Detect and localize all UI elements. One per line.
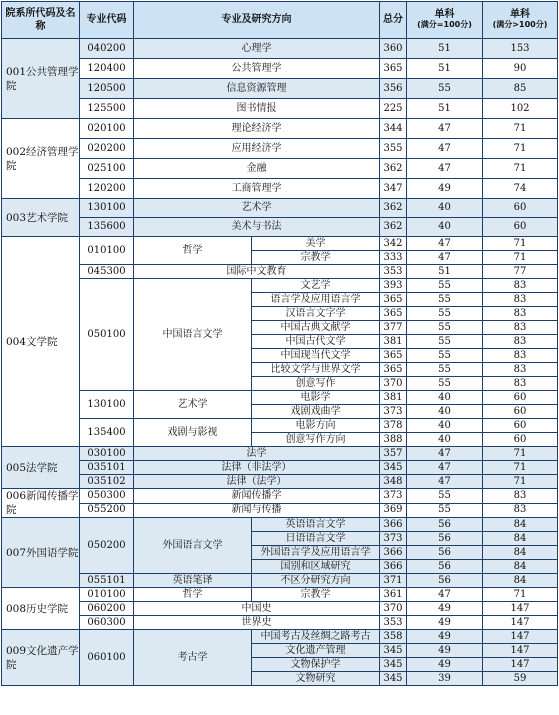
major-cell: 应用经济学 bbox=[134, 139, 380, 159]
major-cell: 哲学 bbox=[134, 237, 252, 265]
code-cell: 010100 bbox=[80, 237, 134, 265]
s2-cell: 60 bbox=[483, 419, 558, 433]
s2-cell: 84 bbox=[483, 518, 558, 532]
total-cell: 366 bbox=[380, 546, 407, 560]
major-cell: 哲学 bbox=[134, 588, 252, 602]
direction-cell: 外国语言学及应用语言学 bbox=[252, 546, 380, 560]
direction-cell: 电影方向 bbox=[252, 419, 380, 433]
s2-cell: 83 bbox=[483, 377, 558, 391]
code-cell: 050200 bbox=[80, 518, 134, 574]
direction-cell: 美学 bbox=[252, 237, 380, 251]
s2-cell: 84 bbox=[483, 560, 558, 574]
s1-cell: 56 bbox=[407, 532, 483, 546]
s2-cell: 83 bbox=[483, 489, 558, 504]
total-cell: 348 bbox=[380, 475, 407, 489]
major-cell: 考古学 bbox=[134, 630, 252, 686]
code-cell: 020100 bbox=[80, 119, 134, 139]
total-cell: 388 bbox=[380, 433, 407, 447]
code-cell: 040200 bbox=[80, 39, 134, 59]
dept-cell: 007外国语学院 bbox=[2, 518, 80, 588]
total-cell: 345 bbox=[380, 644, 407, 658]
direction-cell: 文艺学 bbox=[252, 279, 380, 293]
total-cell: 360 bbox=[380, 39, 407, 59]
s1-cell: 55 bbox=[407, 377, 483, 391]
direction-cell: 电影学 bbox=[252, 391, 380, 405]
code-cell: 050100 bbox=[80, 279, 134, 391]
code-cell: 120400 bbox=[80, 59, 134, 79]
code-cell: 120500 bbox=[80, 79, 134, 99]
s2-cell: 71 bbox=[483, 139, 558, 159]
total-cell: 353 bbox=[380, 265, 407, 279]
direction-cell: 语言学及应用语言学 bbox=[252, 293, 380, 307]
dept-cell: 004文学院 bbox=[2, 237, 80, 447]
s2-cell: 60 bbox=[483, 218, 558, 237]
s1-cell: 49 bbox=[407, 630, 483, 644]
s1-cell: 49 bbox=[407, 658, 483, 672]
dept-cell: 006新闻传播学院 bbox=[2, 489, 80, 518]
code-cell: 135600 bbox=[80, 218, 134, 237]
total-cell: 355 bbox=[380, 139, 407, 159]
table-row bbox=[2, 518, 558, 532]
code-cell: 060200 bbox=[80, 602, 134, 616]
total-cell: 381 bbox=[380, 391, 407, 405]
major-cell: 心理学 bbox=[134, 39, 380, 59]
dept-cell: 002经济管理学院 bbox=[2, 119, 80, 199]
total-cell: 353 bbox=[380, 616, 407, 630]
total-cell: 378 bbox=[380, 419, 407, 433]
total-cell: 366 bbox=[380, 560, 407, 574]
s1-cell: 47 bbox=[407, 588, 483, 602]
direction-cell: 文物研究 bbox=[252, 672, 380, 686]
s1-cell: 55 bbox=[407, 307, 483, 321]
s2-cell: 85 bbox=[483, 79, 558, 99]
s1-cell: 51 bbox=[407, 265, 483, 279]
major-cell: 信息资源管理 bbox=[134, 79, 380, 99]
s2-cell: 147 bbox=[483, 602, 558, 616]
table-row bbox=[2, 630, 558, 644]
direction-cell: 国别和区域研究 bbox=[252, 560, 380, 574]
s1-cell: 47 bbox=[407, 139, 483, 159]
major-cell: 法律（法学） bbox=[134, 475, 380, 489]
header-major: 专业及研究方向 bbox=[134, 2, 380, 39]
total-cell: 225 bbox=[380, 99, 407, 119]
s1-cell: 40 bbox=[407, 433, 483, 447]
s1-cell: 56 bbox=[407, 546, 483, 560]
total-cell: 373 bbox=[380, 405, 407, 419]
code-cell: 060100 bbox=[80, 630, 134, 686]
major-cell: 法律（非法学） bbox=[134, 461, 380, 475]
table-row bbox=[2, 119, 558, 139]
s1-cell: 51 bbox=[407, 39, 483, 59]
code-cell: 130100 bbox=[80, 199, 134, 218]
direction-cell: 宗教学 bbox=[252, 251, 380, 265]
direction-cell: 中国现当代文学 bbox=[252, 349, 380, 363]
s2-cell: 74 bbox=[483, 179, 558, 199]
s2-cell: 153 bbox=[483, 39, 558, 59]
s1-cell: 47 bbox=[407, 159, 483, 179]
total-cell: 365 bbox=[380, 59, 407, 79]
direction-cell: 戏剧戏曲学 bbox=[252, 405, 380, 419]
direction-cell: 文化遗产管理 bbox=[252, 644, 380, 658]
s1-cell: 56 bbox=[407, 518, 483, 532]
direction-cell: 比较文学与世界文学 bbox=[252, 363, 380, 377]
code-cell: 055200 bbox=[80, 503, 134, 518]
total-cell: 356 bbox=[380, 79, 407, 99]
s1-cell: 47 bbox=[407, 461, 483, 475]
major-cell: 公共管理学 bbox=[134, 59, 380, 79]
s1-cell: 55 bbox=[407, 279, 483, 293]
dept-cell: 008历史学院 bbox=[2, 588, 80, 630]
major-cell: 外国语言文学 bbox=[134, 518, 252, 574]
score-table bbox=[1, 1, 558, 686]
code-cell: 125500 bbox=[80, 99, 134, 119]
table-row bbox=[2, 574, 558, 588]
s2-cell: 147 bbox=[483, 616, 558, 630]
s2-cell: 84 bbox=[483, 574, 558, 588]
total-cell: 371 bbox=[380, 574, 407, 588]
dept-cell: 009文化遗产学院 bbox=[2, 630, 80, 686]
header-single-100: 单科 (满分=100分) bbox=[407, 2, 483, 39]
direction-cell: 中国古代文学 bbox=[252, 335, 380, 349]
direction-cell: 创意写作 bbox=[252, 377, 380, 391]
s1-cell: 40 bbox=[407, 391, 483, 405]
major-cell: 理论经济学 bbox=[134, 119, 380, 139]
s2-cell: 90 bbox=[483, 59, 558, 79]
s1-cell: 40 bbox=[407, 405, 483, 419]
s2-cell: 71 bbox=[483, 159, 558, 179]
table-row bbox=[2, 475, 558, 489]
s2-cell: 84 bbox=[483, 532, 558, 546]
table-row bbox=[2, 489, 558, 504]
total-cell: 361 bbox=[380, 588, 407, 602]
table-row bbox=[2, 139, 558, 159]
major-cell: 戏剧与影视 bbox=[134, 419, 252, 447]
header-row bbox=[2, 2, 558, 39]
s1-cell: 39 bbox=[407, 672, 483, 686]
major-cell: 国际中文教育 bbox=[134, 265, 380, 279]
table-row bbox=[2, 237, 558, 251]
s2-cell: 60 bbox=[483, 199, 558, 218]
s1-cell: 55 bbox=[407, 293, 483, 307]
s2-cell: 83 bbox=[483, 279, 558, 293]
table-row bbox=[2, 39, 558, 59]
major-cell: 工商管理学 bbox=[134, 179, 380, 199]
s1-cell: 56 bbox=[407, 560, 483, 574]
direction-cell: 不区分研究方向 bbox=[252, 574, 380, 588]
s1-cell: 40 bbox=[407, 218, 483, 237]
s2-cell: 77 bbox=[483, 265, 558, 279]
total-cell: 373 bbox=[380, 532, 407, 546]
table-row bbox=[2, 602, 558, 616]
s1-cell: 49 bbox=[407, 616, 483, 630]
direction-cell: 中国古典文献学 bbox=[252, 321, 380, 335]
s2-cell: 83 bbox=[483, 349, 558, 363]
table-row bbox=[2, 391, 558, 405]
s1-cell: 55 bbox=[407, 79, 483, 99]
direction-cell: 英语语言文学 bbox=[252, 518, 380, 532]
total-cell: 333 bbox=[380, 251, 407, 265]
major-cell: 新闻与传播 bbox=[134, 503, 380, 518]
total-cell: 357 bbox=[380, 447, 407, 461]
s2-cell: 60 bbox=[483, 391, 558, 405]
s1-cell: 40 bbox=[407, 419, 483, 433]
direction-cell: 汉语言文字学 bbox=[252, 307, 380, 321]
total-cell: 377 bbox=[380, 321, 407, 335]
major-cell: 英语笔译 bbox=[134, 574, 252, 588]
major-cell: 中国史 bbox=[134, 602, 380, 616]
s1-cell: 55 bbox=[407, 321, 483, 335]
s2-cell: 71 bbox=[483, 461, 558, 475]
s1-cell: 47 bbox=[407, 119, 483, 139]
s2-cell: 71 bbox=[483, 588, 558, 602]
dept-cell: 003艺术学院 bbox=[2, 199, 80, 237]
header-single-over-100: 单科 (满分>100分) bbox=[483, 2, 558, 39]
table-row bbox=[2, 179, 558, 199]
major-cell: 新闻传播学 bbox=[134, 489, 380, 504]
table-row bbox=[2, 199, 558, 218]
s2-cell: 83 bbox=[483, 503, 558, 518]
s2-cell: 84 bbox=[483, 546, 558, 560]
major-cell: 美术与书法 bbox=[134, 218, 380, 237]
major-cell: 中国语言文学 bbox=[134, 279, 252, 391]
table-row bbox=[2, 79, 558, 99]
code-cell: 035101 bbox=[80, 461, 134, 475]
s1-cell: 40 bbox=[407, 199, 483, 218]
code-cell: 050300 bbox=[80, 489, 134, 504]
code-cell: 020200 bbox=[80, 139, 134, 159]
table-row bbox=[2, 59, 558, 79]
table-row bbox=[2, 461, 558, 475]
code-cell: 010100 bbox=[80, 588, 134, 602]
direction-cell: 文物保护学 bbox=[252, 658, 380, 672]
total-cell: 365 bbox=[380, 363, 407, 377]
table-row bbox=[2, 99, 558, 119]
s2-cell: 71 bbox=[483, 237, 558, 251]
s1-cell: 47 bbox=[407, 237, 483, 251]
total-cell: 362 bbox=[380, 218, 407, 237]
s2-cell: 60 bbox=[483, 433, 558, 447]
major-cell: 艺术学 bbox=[134, 391, 252, 419]
code-cell: 135400 bbox=[80, 419, 134, 447]
s1-cell: 51 bbox=[407, 59, 483, 79]
s2-cell: 71 bbox=[483, 447, 558, 461]
total-cell: 366 bbox=[380, 518, 407, 532]
direction-cell: 创意写作方向 bbox=[252, 433, 380, 447]
s1-cell: 49 bbox=[407, 179, 483, 199]
total-cell: 370 bbox=[380, 377, 407, 391]
total-cell: 370 bbox=[380, 602, 407, 616]
s2-cell: 71 bbox=[483, 475, 558, 489]
s2-cell: 83 bbox=[483, 335, 558, 349]
s1-cell: 49 bbox=[407, 644, 483, 658]
total-cell: 347 bbox=[380, 179, 407, 199]
s1-cell: 49 bbox=[407, 602, 483, 616]
total-cell: 365 bbox=[380, 349, 407, 363]
code-cell: 060300 bbox=[80, 616, 134, 630]
dept-cell: 005法学院 bbox=[2, 447, 80, 489]
table-row bbox=[2, 503, 558, 518]
total-cell: 381 bbox=[380, 335, 407, 349]
total-cell: 345 bbox=[380, 658, 407, 672]
s1-cell: 47 bbox=[407, 475, 483, 489]
s2-cell: 83 bbox=[483, 363, 558, 377]
major-cell: 金融 bbox=[134, 159, 380, 179]
direction-cell: 中国考古及丝绸之路考古 bbox=[252, 630, 380, 644]
total-cell: 369 bbox=[380, 503, 407, 518]
total-cell: 345 bbox=[380, 672, 407, 686]
s2-cell: 102 bbox=[483, 99, 558, 119]
table-row bbox=[2, 159, 558, 179]
table-row bbox=[2, 279, 558, 293]
s2-cell: 147 bbox=[483, 630, 558, 644]
total-cell: 345 bbox=[380, 461, 407, 475]
total-cell: 342 bbox=[380, 237, 407, 251]
s1-cell: 55 bbox=[407, 363, 483, 377]
header-total: 总分 bbox=[380, 2, 407, 39]
major-cell: 世界史 bbox=[134, 616, 380, 630]
code-cell: 030100 bbox=[80, 447, 134, 461]
total-cell: 365 bbox=[380, 307, 407, 321]
table-row bbox=[2, 419, 558, 433]
direction-cell: 日语语言文学 bbox=[252, 532, 380, 546]
s2-cell: 83 bbox=[483, 293, 558, 307]
s2-cell: 60 bbox=[483, 405, 558, 419]
code-cell: 045300 bbox=[80, 265, 134, 279]
s2-cell: 83 bbox=[483, 321, 558, 335]
s1-cell: 55 bbox=[407, 489, 483, 504]
code-cell: 025100 bbox=[80, 159, 134, 179]
table-row bbox=[2, 218, 558, 237]
total-cell: 358 bbox=[380, 630, 407, 644]
table-row bbox=[2, 588, 558, 602]
s1-cell: 55 bbox=[407, 503, 483, 518]
s2-cell: 147 bbox=[483, 644, 558, 658]
code-cell: 120200 bbox=[80, 179, 134, 199]
total-cell: 393 bbox=[380, 279, 407, 293]
table-row bbox=[2, 265, 558, 279]
major-cell: 图书情报 bbox=[134, 99, 380, 119]
header-code: 专业代码 bbox=[80, 2, 134, 39]
major-cell: 艺术学 bbox=[134, 199, 380, 218]
s1-cell: 47 bbox=[407, 251, 483, 265]
major-cell: 法学 bbox=[134, 447, 380, 461]
table-row bbox=[2, 447, 558, 461]
total-cell: 373 bbox=[380, 489, 407, 504]
total-cell: 362 bbox=[380, 199, 407, 218]
s1-cell: 55 bbox=[407, 335, 483, 349]
s1-cell: 47 bbox=[407, 447, 483, 461]
s2-cell: 71 bbox=[483, 119, 558, 139]
s2-cell: 59 bbox=[483, 672, 558, 686]
dept-cell: 001公共管理学院 bbox=[2, 39, 80, 119]
s2-cell: 71 bbox=[483, 251, 558, 265]
code-cell: 035102 bbox=[80, 475, 134, 489]
header-dept: 院系所代码及名称 bbox=[2, 2, 80, 39]
code-cell: 130100 bbox=[80, 391, 134, 419]
direction-cell: 宗教学 bbox=[252, 588, 380, 602]
s2-cell: 147 bbox=[483, 658, 558, 672]
total-cell: 365 bbox=[380, 293, 407, 307]
table-row bbox=[2, 616, 558, 630]
s1-cell: 51 bbox=[407, 99, 483, 119]
s1-cell: 55 bbox=[407, 349, 483, 363]
total-cell: 344 bbox=[380, 119, 407, 139]
code-cell: 055101 bbox=[80, 574, 134, 588]
s1-cell: 56 bbox=[407, 574, 483, 588]
s2-cell: 83 bbox=[483, 307, 558, 321]
total-cell: 362 bbox=[380, 159, 407, 179]
